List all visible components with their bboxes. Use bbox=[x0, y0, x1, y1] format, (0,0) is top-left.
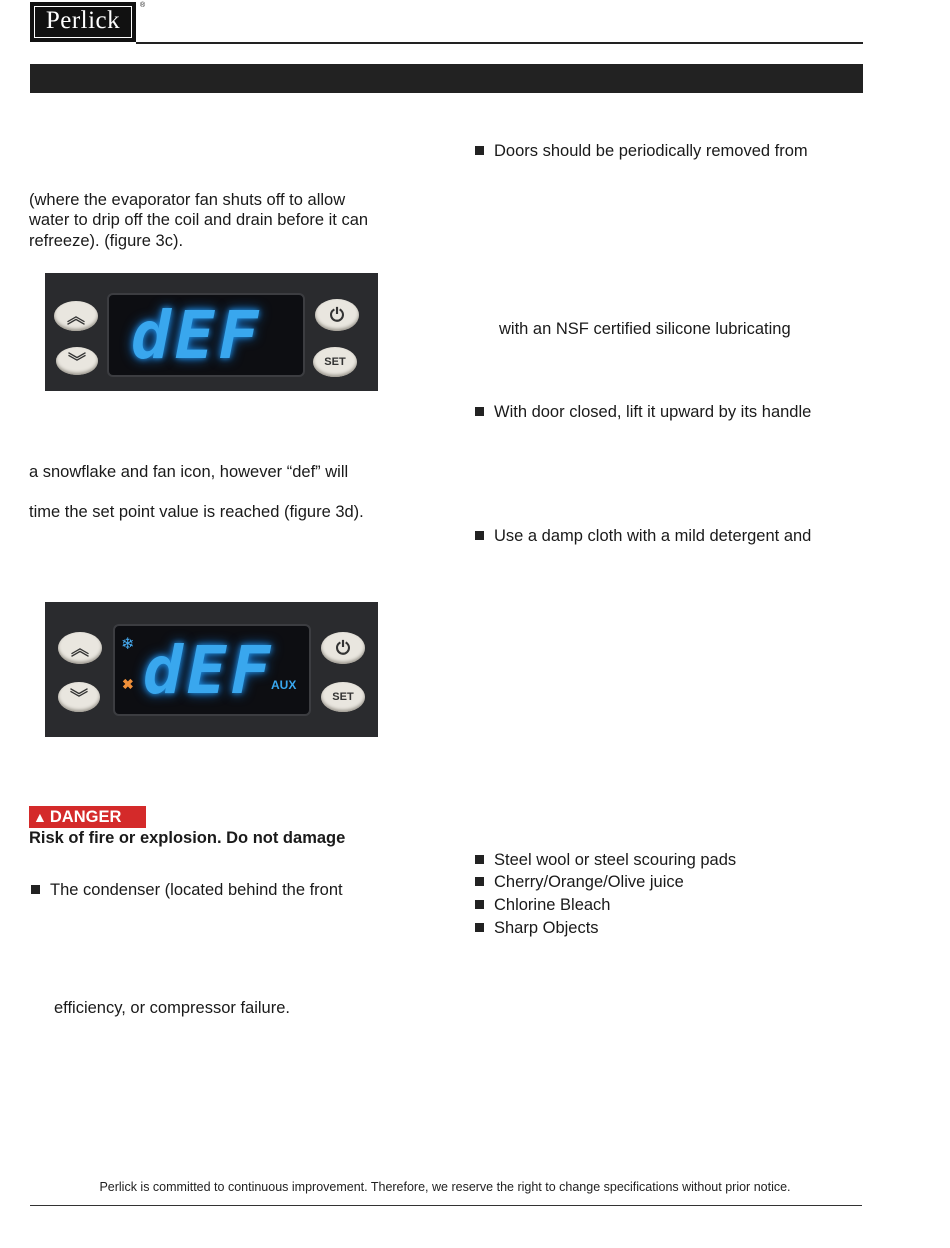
damp-cloth-bullet bbox=[475, 526, 811, 547]
set-button bbox=[321, 682, 365, 712]
avoid-text: Steel wool or steel scouring pads bbox=[494, 851, 737, 869]
power-button bbox=[315, 299, 359, 331]
bullet-icon bbox=[475, 877, 484, 886]
condenser-bullet bbox=[31, 880, 343, 901]
bullet-icon bbox=[31, 885, 40, 894]
aux-indicator: AUX bbox=[271, 678, 297, 692]
bullet-icon bbox=[475, 407, 484, 416]
down-button bbox=[58, 682, 100, 712]
avoid-item bbox=[475, 895, 610, 916]
figure-3c-controller bbox=[45, 273, 378, 391]
power-icon: ⏻ bbox=[335, 637, 351, 658]
display-digits: dEF bbox=[143, 632, 275, 709]
setpoint-line: time the set point value is reached (figure 3d). bbox=[29, 503, 364, 521]
footer-rule bbox=[30, 1205, 862, 1206]
doors-text: Doors should be periodically removed from bbox=[494, 142, 808, 160]
section-title-band bbox=[30, 64, 863, 93]
display-digits: dEF bbox=[131, 297, 263, 374]
up-button bbox=[58, 632, 102, 664]
display-screen bbox=[107, 293, 305, 377]
set-button bbox=[313, 347, 357, 377]
defrost-line-2: water to drip off the coil and drain before it can bbox=[29, 211, 369, 229]
power-icon: ⏻ bbox=[329, 304, 345, 325]
chevron-up-icon: ︽ bbox=[71, 639, 89, 659]
efficiency-line: efficiency, or compressor failure. bbox=[54, 999, 290, 1017]
set-label: SET bbox=[332, 691, 354, 703]
avoid-text: Cherry/Orange/Olive juice bbox=[494, 873, 684, 891]
avoid-item bbox=[475, 850, 736, 871]
avoid-text: Chlorine Bleach bbox=[494, 896, 611, 914]
avoid-item bbox=[475, 872, 684, 893]
logo-text: Perlick bbox=[45, 7, 121, 34]
display-screen bbox=[113, 624, 311, 716]
bullet-icon bbox=[475, 531, 484, 540]
danger-badge bbox=[29, 806, 146, 828]
chevron-up-icon: ︽ bbox=[67, 307, 85, 327]
down-button bbox=[56, 347, 98, 375]
snowflake-icon: ❄ bbox=[121, 636, 135, 653]
avoid-item bbox=[475, 918, 599, 939]
bullet-icon bbox=[475, 146, 484, 155]
danger-text: Risk of fire or explosion. Do not damage bbox=[29, 829, 346, 847]
condenser-text: The condenser (located behind the front bbox=[50, 881, 343, 899]
bullet-icon bbox=[475, 923, 484, 932]
nsf-line: with an NSF certified silicone lubricating bbox=[499, 320, 791, 338]
header-rule bbox=[136, 42, 863, 44]
chevron-down-icon: ︾ bbox=[70, 688, 88, 708]
door-closed-text: With door closed, lift it upward by its handle bbox=[494, 403, 812, 421]
chevron-down-icon: ︾ bbox=[68, 352, 86, 372]
bullet-icon bbox=[475, 855, 484, 864]
power-button bbox=[321, 632, 365, 664]
footer-note: Perlick is committed to continuous improvement. Therefore, we reserve the right to change specifications without prior notice. bbox=[99, 1180, 791, 1194]
damp-cloth-text: Use a damp cloth with a mild detergent and bbox=[494, 527, 812, 545]
doors-bullet bbox=[475, 141, 808, 162]
snowflake-line: a snowflake and fan icon, however “def” will bbox=[29, 463, 349, 481]
perlick-logo bbox=[30, 2, 136, 42]
defrost-line-3: refreeze). (figure 3c). bbox=[29, 232, 184, 250]
up-button bbox=[54, 301, 98, 331]
fan-icon: ✖ bbox=[122, 676, 134, 692]
door-closed-bullet bbox=[475, 402, 811, 423]
set-label: SET bbox=[324, 356, 346, 368]
warning-icon: ▲ bbox=[33, 809, 47, 825]
avoid-text: Sharp Objects bbox=[494, 919, 599, 937]
bullet-icon bbox=[475, 900, 484, 909]
defrost-line-1: (where the evaporator fan shuts off to allow bbox=[29, 191, 346, 209]
figure-3d-controller bbox=[45, 602, 378, 737]
registered-mark: ® bbox=[140, 2, 146, 9]
danger-label: DANGER bbox=[49, 808, 122, 826]
